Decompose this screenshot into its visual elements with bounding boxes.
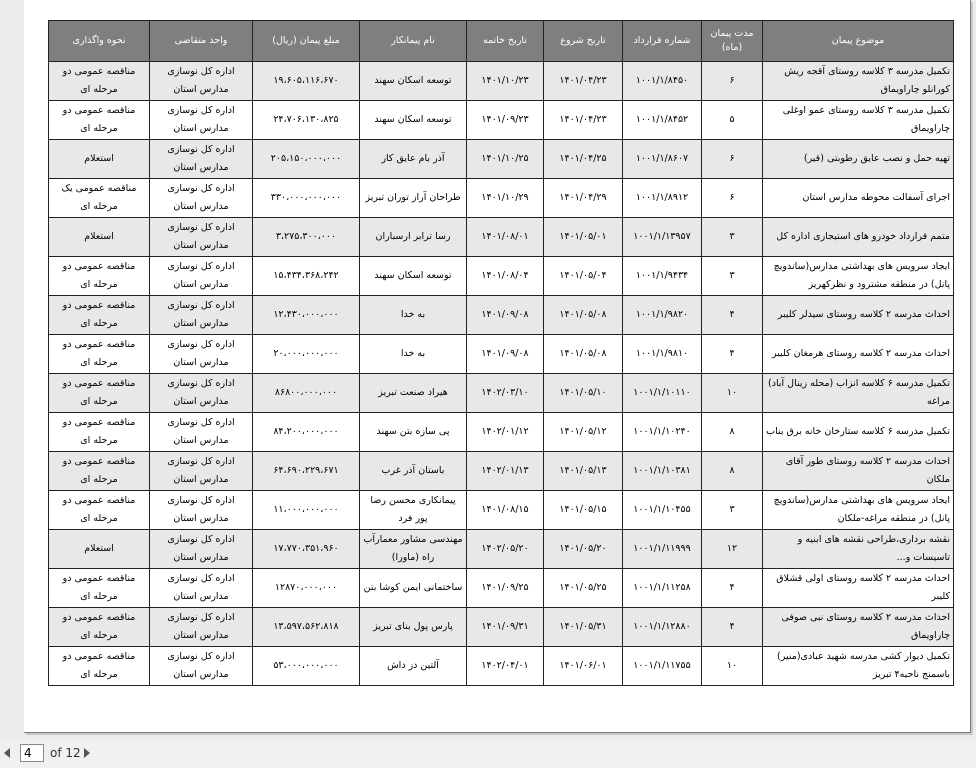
column-header-contractor: نام پیمانکار — [360, 21, 467, 62]
cell-start-date: ۱۴۰۱/۰۵/۲۵ — [544, 569, 623, 608]
cell-start-date: ۱۴۰۱/۰۵/۱۰ — [544, 374, 623, 413]
cell-end-date: ۱۴۰۲/۰۳/۱۰ — [467, 374, 544, 413]
cell-duration: ۴ — [702, 569, 763, 608]
cell-start-date: ۱۴۰۱/۰۵/۰۸ — [544, 296, 623, 335]
cell-subject: احداث مدرسه ۲ کلاسه روستای طور آقای ملکان — [763, 452, 954, 491]
cell-amount: ۳،۲۷۵،۳۰۰،۰۰۰ — [253, 218, 360, 257]
cell-contract-number: ۱۰۰۱/۱/۸۹۱۲ — [623, 179, 702, 218]
cell-contract-number: ۱۰۰۱/۱/۱۲۸۸۰ — [623, 608, 702, 647]
table-body — [49, 62, 954, 686]
cell-award-method: استعلام — [49, 530, 150, 569]
cell-contract-number: ۱۰۰۱/۱/۱۱۲۵۸ — [623, 569, 702, 608]
cell-applicant-unit: اداره کل نوسازی مدارس استان — [150, 491, 253, 530]
cell-duration: ۶ — [702, 62, 763, 101]
table-row — [49, 101, 954, 140]
cell-amount: ۳۳۰،۰۰۰،۰۰۰،۰۰۰ — [253, 179, 360, 218]
cell-duration: ۱۲ — [702, 530, 763, 569]
cell-subject: تکمیل دیوار کشی مدرسه شهید عبادی(منیر) باسمنج ناحیه۴ تبریز — [763, 647, 954, 686]
cell-award-method: مناقصه عمومی دو مرحله ای — [49, 491, 150, 530]
cell-amount: ۸۴،۲۰۰،۰۰۰،۰۰۰ — [253, 413, 360, 452]
cell-contractor: ساختمانی ایمن کوشا بتن — [360, 569, 467, 608]
cell-applicant-unit: اداره کل نوسازی مدارس استان — [150, 296, 253, 335]
cell-start-date: ۱۴۰۱/۰۴/۲۳ — [544, 101, 623, 140]
next-page-icon[interactable] — [84, 748, 90, 758]
previous-page-icon[interactable] — [4, 748, 10, 758]
cell-applicant-unit: اداره کل نوسازی مدارس استان — [150, 62, 253, 101]
cell-amount: ۵۳،۰۰۰،۰۰۰،۰۰۰ — [253, 647, 360, 686]
cell-amount: ۲۴،۷۰۶،۱۳۰،۸۲۵ — [253, 101, 360, 140]
column-header-subject: موضوع پیمان — [763, 21, 954, 62]
cell-duration: ۴ — [702, 608, 763, 647]
cell-amount: ۱۵،۴۳۴،۳۶۸،۲۴۲ — [253, 257, 360, 296]
cell-contractor: توسعه اسکان سهند — [360, 101, 467, 140]
table-row — [49, 218, 954, 257]
cell-contract-number: ۱۰۰۱/۱/۸۴۵۰ — [623, 62, 702, 101]
cell-subject: تکمیل مدرسه ۶ کلاسه انزاب (محله زینال آباد) مراغه — [763, 374, 954, 413]
cell-subject: احداث مدرسه ۲ کلاسه روستای نبی صوفی چاراویماق — [763, 608, 954, 647]
cell-amount: ۶۴،۶۹۰،۲۲۹،۶۷۱ — [253, 452, 360, 491]
page-count-label: of 12 — [50, 746, 81, 760]
cell-applicant-unit: اداره کل نوسازی مدارس استان — [150, 179, 253, 218]
cell-start-date: ۱۴۰۱/۰۵/۱۳ — [544, 452, 623, 491]
cell-contractor: مهندسی مشاور معمارآب راه (ماورا) — [360, 530, 467, 569]
cell-amount: ۲۰۵،۱۵۰،۰۰۰،۰۰۰ — [253, 140, 360, 179]
column-header-start-date: تاریخ شروع — [544, 21, 623, 62]
cell-award-method: مناقصه عمومی دو مرحله ای — [49, 452, 150, 491]
cell-subject: تکمیل مدرسه ۳ کلاسه روستای عمو اوغلی چاراویماق — [763, 101, 954, 140]
cell-end-date: ۱۴۰۱/۰۹/۲۵ — [467, 569, 544, 608]
cell-contract-number: ۱۰۰۱/۱/۱۱۷۵۵ — [623, 647, 702, 686]
cell-award-method: مناقصه عمومی دو مرحله ای — [49, 257, 150, 296]
cell-duration: ۱۰ — [702, 374, 763, 413]
cell-contractor: توسعه اسکان سهند — [360, 62, 467, 101]
cell-contract-number: ۱۰۰۱/۱/۱۳۹۵۷ — [623, 218, 702, 257]
table-row — [49, 608, 954, 647]
page-number-input[interactable] — [20, 744, 44, 762]
cell-duration: ۴ — [702, 296, 763, 335]
cell-end-date: ۱۴۰۱/۰۸/۰۴ — [467, 257, 544, 296]
cell-start-date: ۱۴۰۱/۰۴/۲۳ — [544, 62, 623, 101]
cell-contract-number: ۱۰۰۱/۱/۱۰۲۴۰ — [623, 413, 702, 452]
cell-duration: ۸ — [702, 413, 763, 452]
cell-start-date: ۱۴۰۱/۰۴/۲۹ — [544, 179, 623, 218]
cell-end-date: ۱۴۰۱/۱۰/۲۹ — [467, 179, 544, 218]
cell-applicant-unit: اداره کل نوسازی مدارس استان — [150, 257, 253, 296]
cell-contractor: پارس پول بنای تبریز — [360, 608, 467, 647]
cell-duration: ۸ — [702, 452, 763, 491]
table-header-row — [49, 21, 954, 62]
cell-duration: ۳ — [702, 218, 763, 257]
cell-start-date: ۱۴۰۱/۰۵/۰۴ — [544, 257, 623, 296]
cell-contractor: پیمانکاری محسن رضا پور فرد — [360, 491, 467, 530]
table-row — [49, 179, 954, 218]
cell-applicant-unit: اداره کل نوسازی مدارس استان — [150, 569, 253, 608]
cell-award-method: مناقصه عمومی دو مرحله ای — [49, 62, 150, 101]
table-row — [49, 374, 954, 413]
cell-end-date: ۱۴۰۱/۰۹/۲۳ — [467, 101, 544, 140]
table-row — [49, 491, 954, 530]
cell-duration: ۶ — [702, 140, 763, 179]
column-header-award-method: نحوه واگذاری — [49, 21, 150, 62]
cell-subject: ایجاد سرویس های بهداشتی مدارس(ساندویچ پانل) در منطقه مراغه-ملکان — [763, 491, 954, 530]
table-row — [49, 140, 954, 179]
column-header-end-date: تاریخ خاتمه — [467, 21, 544, 62]
cell-subject: تکمیل مدرسه ۶ کلاسه ستارخان خانه برق بناب — [763, 413, 954, 452]
cell-duration: ۴ — [702, 335, 763, 374]
cell-award-method: مناقصه عمومی دو مرحله ای — [49, 647, 150, 686]
cell-end-date: ۱۴۰۲/۰۴/۰۱ — [467, 647, 544, 686]
cell-start-date: ۱۴۰۱/۰۵/۱۵ — [544, 491, 623, 530]
cell-contract-number: ۱۰۰۱/۱/۱۱۹۹۹ — [623, 530, 702, 569]
cell-subject: اجرای آسفالت محوطه مدارس استان — [763, 179, 954, 218]
cell-contractor: آذر بام عایق کار — [360, 140, 467, 179]
cell-contract-number: ۱۰۰۱/۱/۹۸۱۰ — [623, 335, 702, 374]
cell-applicant-unit: اداره کل نوسازی مدارس استان — [150, 608, 253, 647]
cell-duration: ۱۰ — [702, 647, 763, 686]
cell-subject: تکمیل مدرسه ۳ کلاسه روستای آقجه ریش کورانلو چاراویماق — [763, 62, 954, 101]
cell-end-date: ۱۴۰۱/۰۹/۰۸ — [467, 296, 544, 335]
cell-end-date: ۱۴۰۱/۱۰/۲۵ — [467, 140, 544, 179]
cell-award-method: مناقصه عمومی دو مرحله ای — [49, 569, 150, 608]
cell-amount: ۱۲،۴۳۰،۰۰۰،۰۰۰ — [253, 296, 360, 335]
cell-award-method: استعلام — [49, 140, 150, 179]
cell-subject: تهیه حمل و نصب عایق رطوبتی (قیر) — [763, 140, 954, 179]
cell-end-date: ۱۴۰۱/۰۹/۳۱ — [467, 608, 544, 647]
cell-award-method: مناقصه عمومی دو مرحله ای — [49, 413, 150, 452]
cell-award-method: مناقصه عمومی دو مرحله ای — [49, 608, 150, 647]
cell-applicant-unit: اداره کل نوسازی مدارس استان — [150, 218, 253, 257]
cell-subject: متمم قرارداد خودرو های استیجاری اداره کل — [763, 218, 954, 257]
table-row — [49, 569, 954, 608]
cell-start-date: ۱۴۰۱/۰۵/۱۲ — [544, 413, 623, 452]
cell-award-method: استعلام — [49, 218, 150, 257]
cell-start-date: ۱۴۰۱/۰۵/۰۸ — [544, 335, 623, 374]
cell-applicant-unit: اداره کل نوسازی مدارس استان — [150, 452, 253, 491]
cell-end-date: ۱۴۰۱/۰۸/۰۱ — [467, 218, 544, 257]
cell-award-method: مناقصه عمومی دو مرحله ای — [49, 101, 150, 140]
cell-amount: ۱۱،۰۰۰،۰۰۰،۰۰۰ — [253, 491, 360, 530]
cell-amount: ۱۷،۷۷۰،۳۵۱،۹۶۰ — [253, 530, 360, 569]
cell-duration: ۵ — [702, 101, 763, 140]
cell-contractor: باستان آذر غرب — [360, 452, 467, 491]
cell-award-method: مناقصه عمومی دو مرحله ای — [49, 374, 150, 413]
cell-applicant-unit: اداره کل نوسازی مدارس استان — [150, 647, 253, 686]
cell-subject: احداث مدرسه ۲ کلاسه روستای هرمغان کلیبر — [763, 335, 954, 374]
cell-contractor: طراحان آراز توران تبریز — [360, 179, 467, 218]
cell-amount: ۲۰،۰۰۰،۰۰۰،۰۰۰ — [253, 335, 360, 374]
cell-start-date: ۱۴۰۱/۰۵/۳۱ — [544, 608, 623, 647]
cell-contractor: هیراد صنعت تبریز — [360, 374, 467, 413]
table-row — [49, 62, 954, 101]
document-page — [24, 0, 971, 733]
cell-start-date: ۱۴۰۱/۰۵/۰۱ — [544, 218, 623, 257]
cell-amount: ۱۹،۶۰۵،۱۱۶،۶۷۰ — [253, 62, 360, 101]
cell-amount: ۸۶۸۰۰،۰۰۰،۰۰۰ — [253, 374, 360, 413]
column-header-applicant-unit: واحد متقاضی — [150, 21, 253, 62]
cell-contract-number: ۱۰۰۱/۱/۱۰۱۱۰ — [623, 374, 702, 413]
cell-duration: ۳ — [702, 257, 763, 296]
cell-applicant-unit: اداره کل نوسازی مدارس استان — [150, 374, 253, 413]
cell-start-date: ۱۴۰۱/۰۵/۲۰ — [544, 530, 623, 569]
cell-start-date: ۱۴۰۱/۰۶/۰۱ — [544, 647, 623, 686]
cell-applicant-unit: اداره کل نوسازی مدارس استان — [150, 140, 253, 179]
cell-contract-number: ۱۰۰۱/۱/۱۰۴۵۵ — [623, 491, 702, 530]
cell-contract-number: ۱۰۰۱/۱/۹۴۳۴ — [623, 257, 702, 296]
cell-contractor: به خدا — [360, 335, 467, 374]
cell-amount: ۱۲۸۷۰،۰۰۰،۰۰۰ — [253, 569, 360, 608]
cell-contractor: آلتین دز داش — [360, 647, 467, 686]
cell-applicant-unit: اداره کل نوسازی مدارس استان — [150, 101, 253, 140]
cell-contractor: پی سازه بتن سهند — [360, 413, 467, 452]
table-row — [49, 452, 954, 491]
cell-end-date: ۱۴۰۱/۰۸/۱۵ — [467, 491, 544, 530]
cell-duration: ۶ — [702, 179, 763, 218]
page-navigator — [0, 742, 976, 766]
cell-award-method: مناقصه عمومی دو مرحله ای — [49, 335, 150, 374]
cell-contractor: به خدا — [360, 296, 467, 335]
cell-subject: احداث مدرسه ۲ کلاسه روستای سیدلر کلیبر — [763, 296, 954, 335]
cell-start-date: ۱۴۰۱/۰۴/۲۵ — [544, 140, 623, 179]
table-row — [49, 296, 954, 335]
table-row — [49, 530, 954, 569]
cell-applicant-unit: اداره کل نوسازی مدارس استان — [150, 530, 253, 569]
cell-contract-number: ۱۰۰۱/۱/۱۰۳۸۱ — [623, 452, 702, 491]
column-header-duration: مدت پیمان (ماه) — [702, 21, 763, 62]
cell-end-date: ۱۴۰۲/۰۱/۱۲ — [467, 413, 544, 452]
table-row — [49, 257, 954, 296]
cell-subject: ایجاد سرویس های بهداشتی مدارس(ساندویچ پانل) در منطقه مشترود و نظرکهریز — [763, 257, 954, 296]
cell-contract-number: ۱۰۰۱/۱/۸۴۵۲ — [623, 101, 702, 140]
cell-subject: نقشه برداری،طراحی نقشه های ابنیه و تاسیسات و... — [763, 530, 954, 569]
column-header-contract-number: شماره قرارداد — [623, 21, 702, 62]
contracts-table — [48, 20, 954, 686]
cell-contract-number: ۱۰۰۱/۱/۹۸۲۰ — [623, 296, 702, 335]
cell-end-date: ۱۴۰۱/۱۰/۲۳ — [467, 62, 544, 101]
cell-contractor: توسعه اسکان سهند — [360, 257, 467, 296]
cell-award-method: مناقصه عمومی دو مرحله ای — [49, 296, 150, 335]
cell-subject: احداث مدرسه ۲ کلاسه روستای اولی قشلاق کلیبر — [763, 569, 954, 608]
cell-applicant-unit: اداره کل نوسازی مدارس استان — [150, 413, 253, 452]
table-row — [49, 335, 954, 374]
cell-applicant-unit: اداره کل نوسازی مدارس استان — [150, 335, 253, 374]
cell-amount: ۱۳،۵۹۷،۵۶۲،۸۱۸ — [253, 608, 360, 647]
cell-end-date: ۱۴۰۲/۰۵/۲۰ — [467, 530, 544, 569]
cell-contractor: رسا ترابر ارسباران — [360, 218, 467, 257]
cell-duration: ۳ — [702, 491, 763, 530]
table-row — [49, 413, 954, 452]
cell-contract-number: ۱۰۰۱/۱/۸۶۰۷ — [623, 140, 702, 179]
cell-award-method: مناقصه عمومی یک مرحله ای — [49, 179, 150, 218]
column-header-amount: مبلغ پیمان (ریال) — [253, 21, 360, 62]
cell-end-date: ۱۴۰۱/۰۹/۰۸ — [467, 335, 544, 374]
table-row — [49, 647, 954, 686]
cell-end-date: ۱۴۰۲/۰۱/۱۳ — [467, 452, 544, 491]
